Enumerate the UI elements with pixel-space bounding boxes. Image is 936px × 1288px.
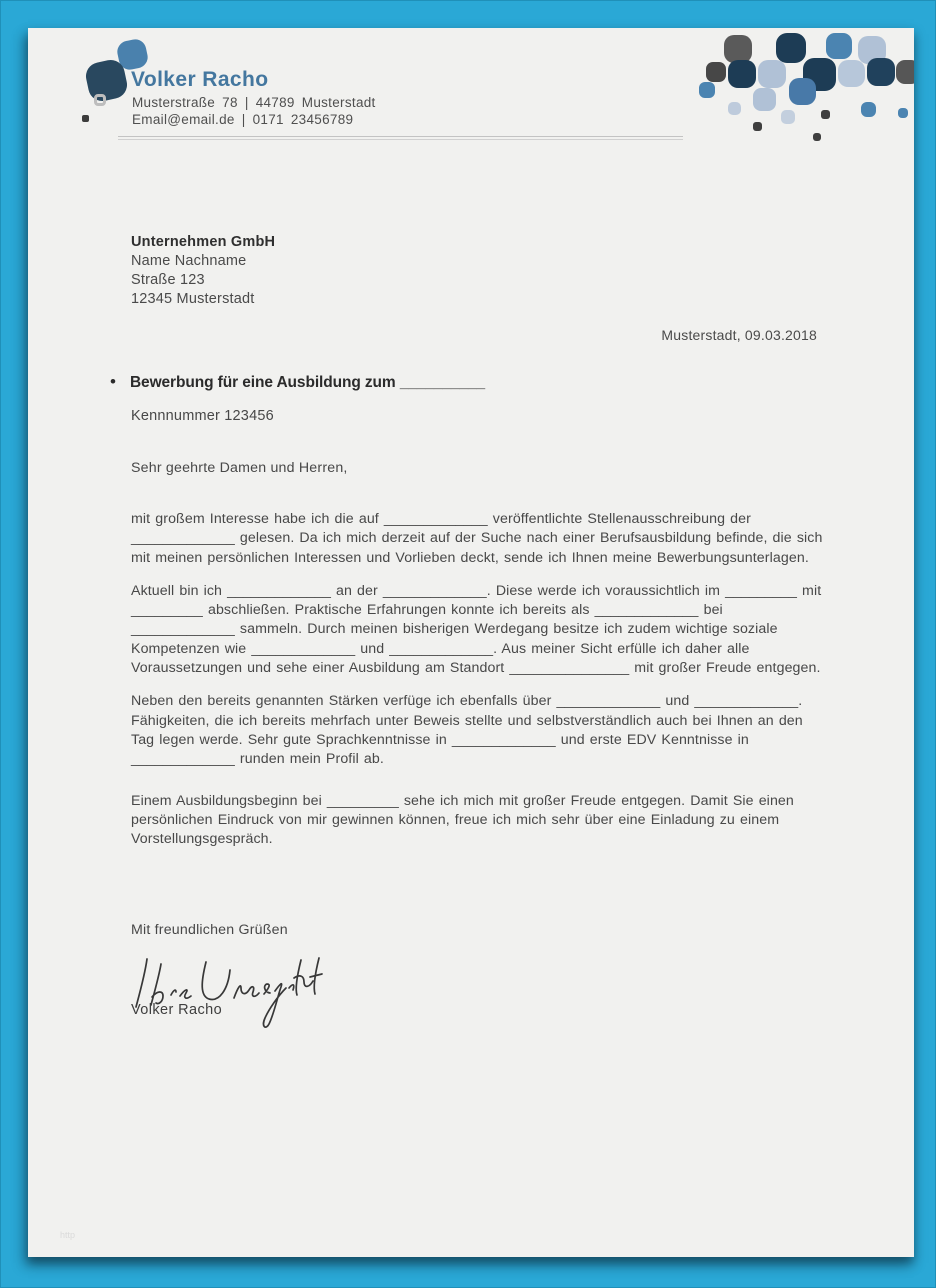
mosaic-tile-icon bbox=[838, 60, 865, 87]
mosaic-tile-icon bbox=[861, 102, 876, 117]
mosaic-tile-icon bbox=[867, 58, 895, 86]
mosaic-tile-icon bbox=[781, 110, 795, 124]
decorative-mosaic bbox=[670, 28, 914, 178]
salutation: Sehr geehrte Damen und Herren, bbox=[131, 460, 348, 476]
mosaic-tile-icon bbox=[789, 78, 816, 105]
letter-body bbox=[131, 510, 825, 863]
mosaic-tile-icon bbox=[753, 88, 776, 111]
mosaic-tile-icon bbox=[724, 35, 752, 63]
recipient-company: Unternehmen GmbH bbox=[131, 234, 276, 250]
mosaic-tile-icon bbox=[706, 62, 726, 82]
mosaic-tile-icon bbox=[728, 60, 756, 88]
signature-printed-name: Volker Racho bbox=[131, 1002, 223, 1018]
mosaic-tile-icon bbox=[728, 102, 741, 115]
mosaic-tile-icon bbox=[776, 33, 806, 63]
logo-ring-icon bbox=[94, 94, 106, 106]
sender-contact: Email@email.de | 0171 23456789 bbox=[132, 112, 354, 127]
recipient-street: Straße 123 bbox=[131, 272, 205, 288]
mosaic-tile-icon bbox=[896, 60, 914, 84]
body-paragraph: Neben den bereits genannten Stärken verfüge ich ebenfalls über _____________ und _____________. Fähigkeiten, die ich bereits mehrfach unter Beweis stellte und selbstverständlich auch bei Ihnen an den Tag legen werde. Sehr gute Sprachkenntnisse in _____________ und erste EDV Kenntnisse in _____________ runden mein Profil ab. bbox=[131, 693, 803, 768]
body-paragraph: Einem Ausbildungsbeginn bei _________ sehe ich mich mit großer Freude entgegen. Damit Sie einen persönlichen Eindruck von mir gewinnen können, freue ich mich sehr über eine Einladung zu einem Vorstellungsgespräch. bbox=[131, 792, 794, 848]
mosaic-tile-icon bbox=[758, 60, 786, 88]
subject-line bbox=[110, 372, 485, 392]
recipient-block bbox=[131, 233, 275, 309]
recipient-contact: Name Nachname bbox=[131, 253, 247, 269]
body-paragraph: mit großem Interesse habe ich die auf _____________ veröffentlichte Stellenausschreibung der _____________ gelesen. Da ich mich derzeit auf der Suche nach einer Berufsausbildung befinde, die sich mit meinen persönlichen Interessen und Vorlieben deckt, sende ich Ihnen meine Bewerbungsunterlagen. bbox=[131, 511, 823, 566]
sender-address: Musterstraße 78 | 44789 Musterstadt bbox=[132, 95, 376, 110]
mosaic-tile-icon bbox=[826, 33, 852, 59]
mosaic-tile-icon bbox=[753, 122, 762, 131]
mosaic-tile-icon bbox=[813, 133, 821, 141]
body-paragraph: Aktuell bin ich _____________ an der _____________. Diese werde ich voraussichtlich im _________ mit _________ abschließen. Praktische Erfahrungen konnte ich bereits als _____________ bei _____________ sammeln. Durch meinen bisherigen Werdegang besitze ich zudem wichtige soziale Kompetenzen wie _____________ und _____________. Aus meiner Sicht erfülle ich daher alle Voraussetzungen und sehe einer Ausbildung am Standort _______________ mit großer Freude entgegen. bbox=[131, 582, 822, 677]
letterhead-divider bbox=[118, 136, 683, 140]
sender-name: Volker Racho bbox=[131, 68, 269, 91]
mosaic-tile-icon bbox=[699, 82, 715, 98]
date-line: Musterstadt, 09.03.2018 bbox=[661, 327, 817, 343]
subject-text: Bewerbung für eine Ausbildung zum __________ bbox=[129, 374, 486, 391]
signature-image bbox=[126, 950, 336, 1038]
logo-dot-icon bbox=[82, 115, 89, 122]
letter-page bbox=[28, 28, 914, 1257]
mosaic-tile-icon bbox=[898, 108, 908, 118]
footer-watermark: http bbox=[60, 1230, 76, 1240]
bullet-icon: • bbox=[110, 372, 116, 391]
mosaic-tile-icon bbox=[821, 110, 830, 119]
reference-number: Kennnummer 123456 bbox=[131, 408, 274, 424]
recipient-city: 12345 Musterstadt bbox=[131, 291, 255, 307]
closing-line: Mit freundlichen Grüßen bbox=[131, 922, 288, 938]
